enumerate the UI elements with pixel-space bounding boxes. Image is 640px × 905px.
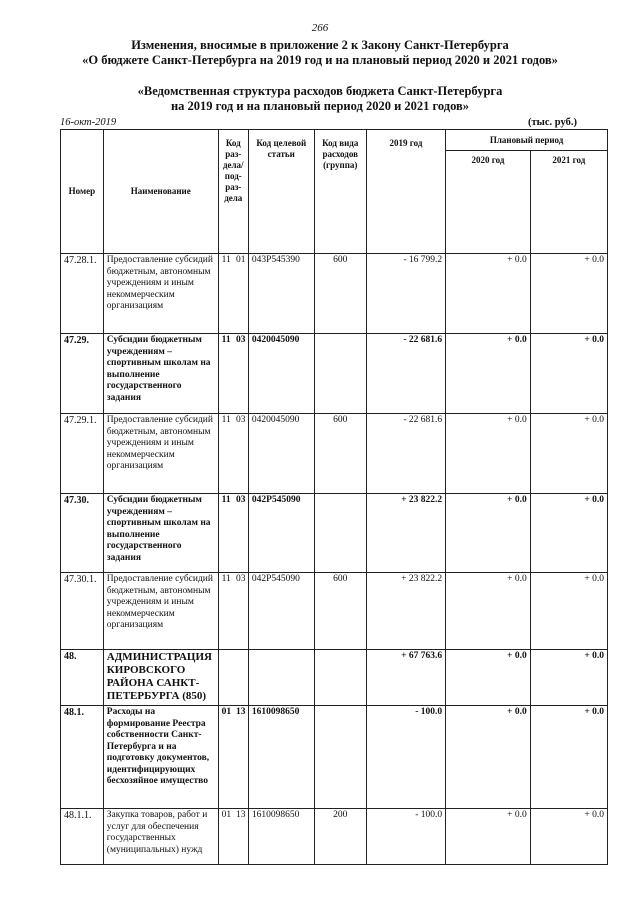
row-target-code bbox=[248, 650, 314, 706]
table-row bbox=[61, 809, 608, 865]
row-name: Предоставление субсидий бюджетным, автономным учреждениям и иным некоммерческим организациям bbox=[103, 414, 218, 494]
row-section: 01 bbox=[221, 810, 232, 820]
page-number: 266 bbox=[311, 22, 329, 34]
row-name: Закупка товаров, работ и услуг для обеспечения государственных (муниципальных) нужд bbox=[103, 809, 218, 865]
table-row bbox=[61, 650, 608, 706]
row-expense-kind bbox=[314, 706, 366, 809]
row-section: 11 bbox=[221, 574, 231, 584]
row-amount-2019: - 16 799.2 bbox=[366, 254, 445, 334]
row-target-code: 0420045090 bbox=[248, 334, 314, 414]
document-subtitle bbox=[0, 84, 640, 114]
row-amount-2021: + 0.0 bbox=[530, 254, 607, 334]
row-target-code: 042P545090 bbox=[248, 494, 314, 573]
row-section: 11 bbox=[221, 415, 231, 425]
row-amount-2019: + 23 822.2 bbox=[366, 494, 445, 573]
header-name: Наименование bbox=[103, 130, 218, 254]
row-expense-kind bbox=[314, 334, 366, 414]
row-expense-kind: 600 bbox=[314, 573, 366, 650]
row-target-code: 1610098650 bbox=[248, 809, 314, 865]
row-section-code bbox=[218, 414, 248, 494]
table-body bbox=[61, 254, 608, 865]
table-row bbox=[61, 494, 608, 573]
document-date: 16-окт-2019 bbox=[60, 117, 117, 128]
row-subsection: 01 bbox=[236, 255, 246, 265]
row-amount-2021: + 0.0 bbox=[530, 414, 607, 494]
row-amount-2021: + 0.0 bbox=[530, 809, 607, 865]
row-expense-kind bbox=[314, 494, 366, 573]
units-label: (тыс. руб.) bbox=[528, 117, 577, 128]
row-amount-2019: + 67 763.6 bbox=[366, 650, 445, 706]
row-number: 47.30.1. bbox=[61, 573, 104, 650]
row-number: 48.1.1. bbox=[61, 809, 104, 865]
header-2020: 2020 год bbox=[446, 151, 531, 254]
row-name: Предоставление субсидий бюджетным, автономным учреждениям и иным некоммерческим организациям bbox=[103, 254, 218, 334]
row-subsection: 03 bbox=[236, 495, 246, 505]
row-name: АДМИНИСТРАЦИЯ КИРОВСКОГО РАЙОНА САНКТ-ПЕТЕРБУРГА (850) bbox=[103, 650, 218, 706]
table-row bbox=[61, 706, 608, 809]
row-section-code bbox=[218, 254, 248, 334]
title-line-2: «О бюджете Санкт-Петербурга на 2019 год и на плановый период 2020 и 2021 годов» bbox=[82, 53, 558, 67]
row-amount-2020: + 0.0 bbox=[446, 809, 531, 865]
row-amount-2020: + 0.0 bbox=[446, 334, 531, 414]
row-section-code bbox=[218, 573, 248, 650]
row-section-code bbox=[218, 494, 248, 573]
row-section: 11 bbox=[221, 335, 231, 345]
row-section-code bbox=[218, 809, 248, 865]
row-name: Предоставление субсидий бюджетным, автономным учреждениям и иным некоммерческим организациям bbox=[103, 573, 218, 650]
title-line-1: Изменения, вносимые в приложение 2 к Закону Санкт-Петербурга bbox=[131, 38, 509, 52]
row-amount-2021: + 0.0 bbox=[530, 650, 607, 706]
row-section: 01 bbox=[221, 707, 232, 717]
header-number: Номер bbox=[61, 130, 104, 254]
row-number: 47.30. bbox=[61, 494, 104, 573]
row-target-code: 0420045090 bbox=[248, 414, 314, 494]
row-subsection: 13 bbox=[236, 707, 246, 717]
header-section-code: Код раз-дела/ под-раз-дела bbox=[218, 130, 248, 254]
row-amount-2021: + 0.0 bbox=[530, 334, 607, 414]
header-2019: 2019 год bbox=[366, 130, 445, 254]
header-target-code: Код целевой статьи bbox=[248, 130, 314, 254]
header-planned-period: Плановый период bbox=[446, 130, 608, 151]
row-amount-2021: + 0.0 bbox=[530, 494, 607, 573]
row-amount-2019: - 100.0 bbox=[366, 706, 445, 809]
row-amount-2020: + 0.0 bbox=[446, 494, 531, 573]
row-number: 48.1. bbox=[61, 706, 104, 809]
row-number: 47.29.1. bbox=[61, 414, 104, 494]
row-amount-2020: + 0.0 bbox=[446, 650, 531, 706]
header-expense-kind: Код вида расходов (группа) bbox=[314, 130, 366, 254]
row-number: 47.29. bbox=[61, 334, 104, 414]
row-subsection: 13 bbox=[236, 810, 246, 820]
row-target-code: 042P545090 bbox=[248, 573, 314, 650]
row-amount-2019: - 22 681.6 bbox=[366, 414, 445, 494]
row-expense-kind bbox=[314, 650, 366, 706]
table-row bbox=[61, 334, 608, 414]
header-2021: 2021 год bbox=[530, 151, 607, 254]
row-amount-2019: - 22 681.6 bbox=[366, 334, 445, 414]
row-section-code bbox=[218, 334, 248, 414]
row-name: Субсидии бюджетным учреждениям – спортивным школам на выполнение государственного задания bbox=[103, 334, 218, 414]
document-title bbox=[0, 38, 640, 68]
row-expense-kind: 600 bbox=[314, 254, 366, 334]
table-row bbox=[61, 254, 608, 334]
row-amount-2020: + 0.0 bbox=[446, 573, 531, 650]
row-number: 47.28.1. bbox=[61, 254, 104, 334]
table-row bbox=[61, 414, 608, 494]
row-expense-kind: 200 bbox=[314, 809, 366, 865]
row-number: 48. bbox=[61, 650, 104, 706]
row-section: 11 bbox=[221, 255, 231, 265]
row-target-code: 1610098650 bbox=[248, 706, 314, 809]
row-amount-2021: + 0.0 bbox=[530, 573, 607, 650]
subtitle-line-2: на 2019 год и на плановый период 2020 и 2021 годов» bbox=[170, 99, 470, 113]
subtitle-line-1: «Ведомственная структура расходов бюджета Санкт-Петербурга bbox=[137, 84, 503, 98]
budget-table bbox=[60, 129, 608, 865]
row-amount-2019: - 100.0 bbox=[366, 809, 445, 865]
row-name: Расходы на формирование Реестра собственности Санкт-Петербурга и на подготовку документов, идентифицирующих бесхозяйное имущество bbox=[103, 706, 218, 809]
row-target-code: 043P545390 bbox=[248, 254, 314, 334]
row-amount-2019: + 23 822.2 bbox=[366, 573, 445, 650]
row-amount-2021: + 0.0 bbox=[530, 706, 607, 809]
row-subsection: 03 bbox=[236, 335, 246, 345]
table-row bbox=[61, 573, 608, 650]
row-section: 11 bbox=[221, 495, 231, 505]
row-subsection: 03 bbox=[236, 574, 246, 584]
row-amount-2020: + 0.0 bbox=[446, 706, 531, 809]
row-name: Субсидии бюджетным учреждениям – спортивным школам на выполнение государственного задания bbox=[103, 494, 218, 573]
row-amount-2020: + 0.0 bbox=[446, 414, 531, 494]
row-section-code bbox=[218, 706, 248, 809]
row-subsection: 03 bbox=[236, 415, 246, 425]
row-section-code bbox=[218, 650, 248, 706]
row-amount-2020: + 0.0 bbox=[446, 254, 531, 334]
row-expense-kind: 600 bbox=[314, 414, 366, 494]
